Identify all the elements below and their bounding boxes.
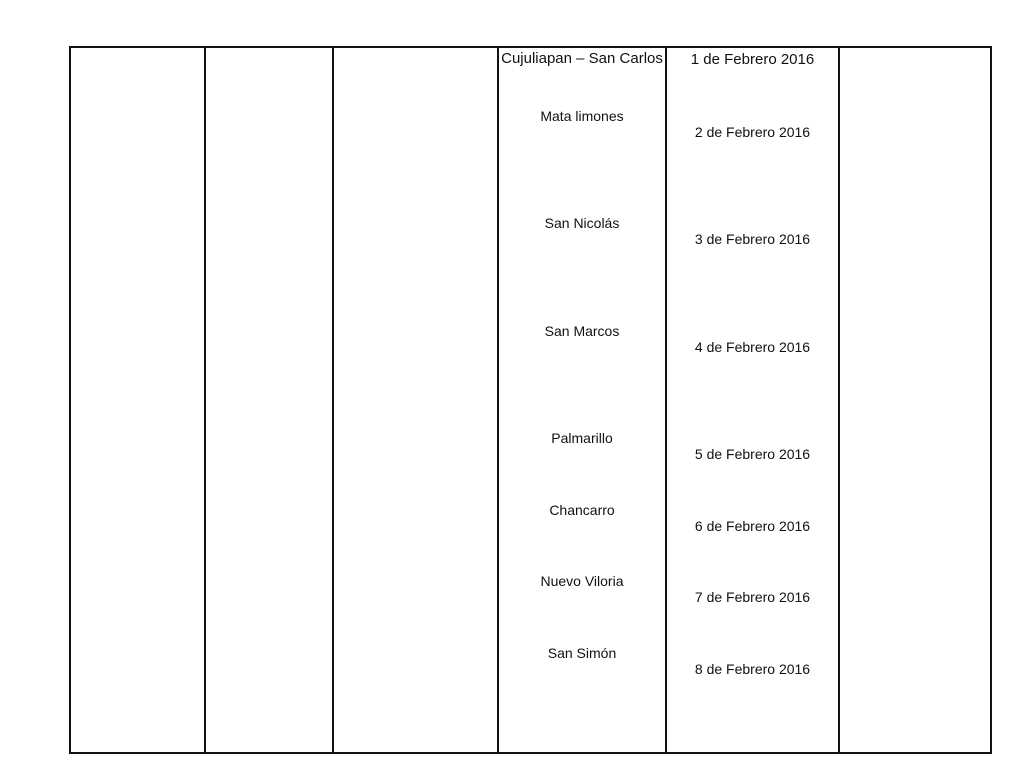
place-item: San Nicolás [544, 215, 620, 231]
date-item: 2 de Febrero 2016 [694, 124, 811, 140]
date-item: 8 de Febrero 2016 [694, 661, 811, 677]
column-divider [838, 46, 840, 754]
column-divider [665, 46, 667, 754]
date-header: 1 de Febrero 2016 [690, 51, 815, 68]
place-item: Palmarillo [551, 430, 613, 446]
date-item: 5 de Febrero 2016 [694, 446, 811, 462]
date-item: 7 de Febrero 2016 [694, 589, 811, 605]
column-divider [332, 46, 334, 754]
date-item: 6 de Febrero 2016 [694, 518, 811, 534]
date-item: 3 de Febrero 2016 [694, 231, 811, 247]
place-item: San Simón [547, 645, 617, 661]
place-header: Cujuliapan – San Carlos [501, 50, 663, 67]
place-item: Chancarro [549, 502, 615, 518]
column-divider [204, 46, 206, 754]
date-item: 4 de Febrero 2016 [694, 339, 811, 355]
place-item: San Marcos [544, 323, 620, 339]
place-item: Mata limones [540, 108, 624, 124]
place-item: Nuevo Viloria [540, 573, 624, 589]
